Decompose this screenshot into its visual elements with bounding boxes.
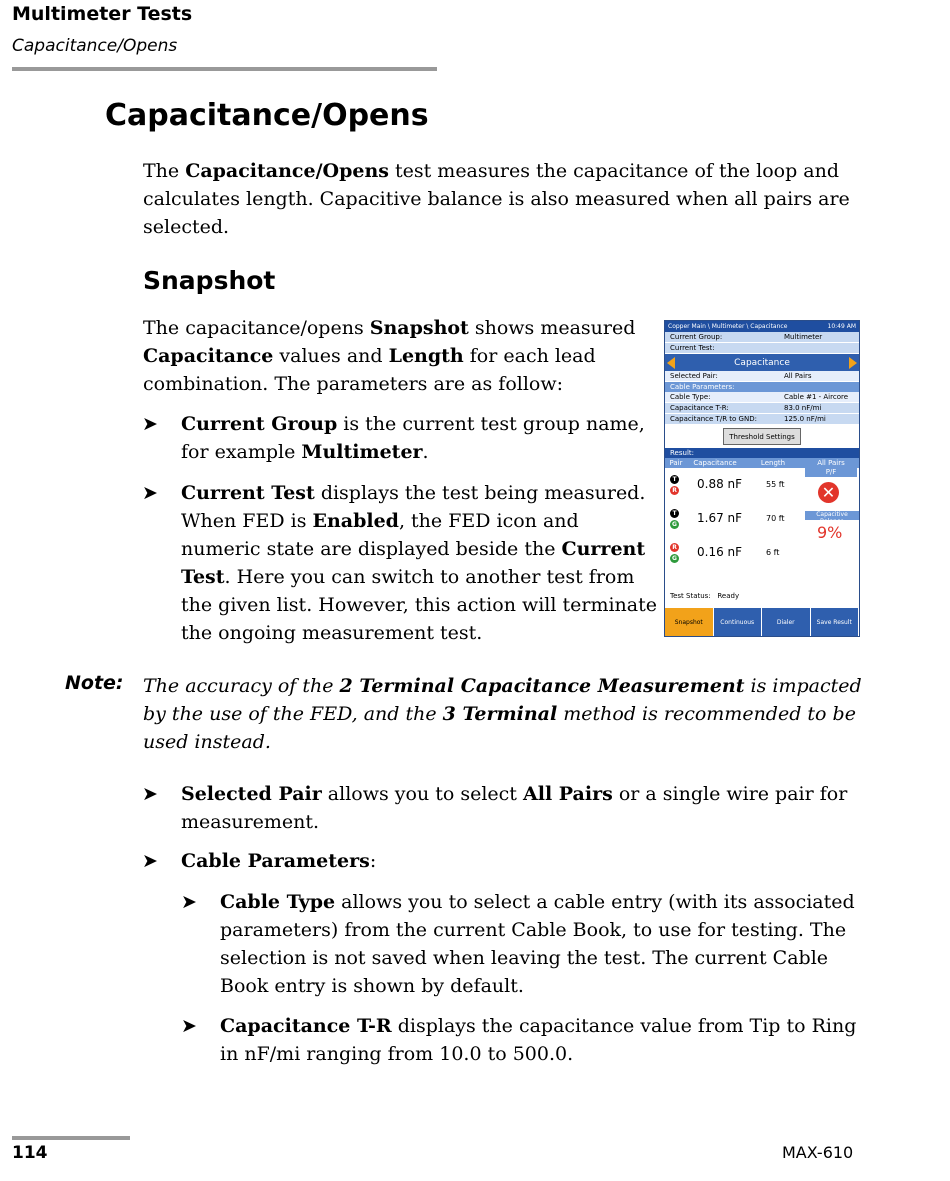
cap-balance-value: 9% [817, 523, 843, 542]
header-rule [12, 67, 437, 71]
bullet-current-group: ➤ Current Group is the current test group name, for example Multimeter. [181, 410, 659, 466]
device-cable-params-header: Cable Parameters: [665, 382, 859, 392]
ground-lead-icon: G [670, 554, 679, 563]
bullet-cable-type: ➤ Cable Type allows you to select a cable entry (with its associated parameters) from the current Cable Book, to use for testing. The selection is not saved when leaving the test. The current Cable Book entry is shown by default. [220, 888, 860, 1000]
snapshot-paragraph: The capacitance/opens Snapshot shows measured Capacitance values and Length for each lead combination. The parameters are as follow: [143, 317, 636, 395]
device-tab-bar [665, 608, 859, 636]
ring-lead-icon: R [670, 486, 679, 495]
footer-model: MAX-610 [782, 1143, 854, 1162]
threshold-settings-button[interactable]: Threshold Settings [723, 428, 801, 445]
pf-header: P/F [805, 468, 857, 477]
section-heading: Snapshot [143, 266, 276, 295]
bullet-capacitance-tr: ➤ Capacitance T-R displays the capacitance value from Tip to Ring in nF/mi ranging from 10.0 to 500.0. [220, 1012, 860, 1068]
bullet-selected-pair: ➤ Selected Pair allows you to select All Pairs or a single wire pair for measurement. [181, 780, 861, 836]
arrow-icon: ➤ [142, 413, 158, 435]
device-result-columns: Pair Capacitance Length All Pairs [665, 458, 859, 468]
tab-continuous[interactable]: Continuous [714, 608, 763, 636]
result-row: T R 0.88 nF 55 ft [670, 472, 800, 502]
tip-lead-icon: T [670, 509, 679, 518]
right-arrow-icon[interactable] [849, 357, 857, 369]
device-breadcrumb: Copper Main \ Multimeter \ Capacitance [668, 323, 788, 330]
device-clock: 10:49 AM [827, 323, 856, 330]
bullet-current-test: ➤ Current Test displays the test being measured. When FED is Enabled, the FED icon and numeric state are displayed beside the Current Test. Here you can switch to another test from the given list. However, this action will terminate the ongoing measurement test. [181, 479, 659, 647]
left-arrow-icon[interactable] [667, 357, 675, 369]
note-text: The accuracy of the 2 Terminal Capacitance Measurement is impacted by the use of the FED, and the 3 Terminal method is recommended to be used instead. [143, 675, 862, 753]
device-row-cap-tr: Capacitance T-R: 83.0 nF/mi [665, 403, 859, 414]
tab-dialer[interactable]: Dialer [762, 608, 811, 636]
device-test-status: Test Status: Ready [670, 592, 740, 600]
page-number: 114 [12, 1143, 48, 1163]
header-title: Multimeter Tests [12, 3, 193, 25]
arrow-icon: ➤ [142, 482, 158, 504]
header-subtitle: Capacitance/Opens [12, 36, 178, 56]
device-row-cap-trgnd: Capacitance T/R to GND: 125.0 nF/mi [665, 414, 859, 425]
device-row-selected-pair[interactable]: Selected Pair: All Pairs [665, 371, 859, 382]
device-results [665, 468, 859, 588]
page-title: Capacitance/Opens [105, 98, 429, 133]
cap-balance-header: Capacitive Balance [805, 511, 859, 520]
ground-lead-icon: G [670, 520, 679, 529]
device-row-cable-type[interactable]: Cable Type: Cable #1 - Aircore [665, 392, 859, 403]
ring-lead-icon: R [670, 543, 679, 552]
device-row-current-group: Current Group: Multimeter [665, 332, 859, 343]
device-result-header: Result: [665, 448, 859, 458]
device-title-bar [665, 321, 859, 332]
intro-paragraph: The Capacitance/Opens test measures the capacitance of the loop and calculates length. Capacitive balance is also measured when all pairs are selected. [143, 160, 850, 238]
arrow-icon: ➤ [142, 850, 158, 872]
note-label: Note: [65, 672, 124, 694]
arrow-icon: ➤ [142, 783, 158, 805]
tab-save-result[interactable]: Save Result [811, 608, 860, 636]
result-row: T G 1.67 nF 70 ft [670, 506, 800, 536]
result-row: R G 0.16 nF 6 ft [670, 540, 800, 570]
tab-snapshot[interactable]: Snapshot [665, 608, 714, 636]
fail-icon: ✕ [818, 482, 839, 503]
bullet-cable-parameters: ➤ Cable Parameters: [181, 847, 861, 875]
device-screenshot [664, 320, 860, 637]
footer-rule [12, 1136, 130, 1140]
device-row-current-test: Current Test: [665, 343, 859, 354]
tip-lead-icon: T [670, 475, 679, 484]
arrow-icon: ➤ [181, 1015, 197, 1037]
arrow-icon: ➤ [181, 891, 197, 913]
device-test-selector[interactable]: Capacitance [665, 354, 859, 371]
